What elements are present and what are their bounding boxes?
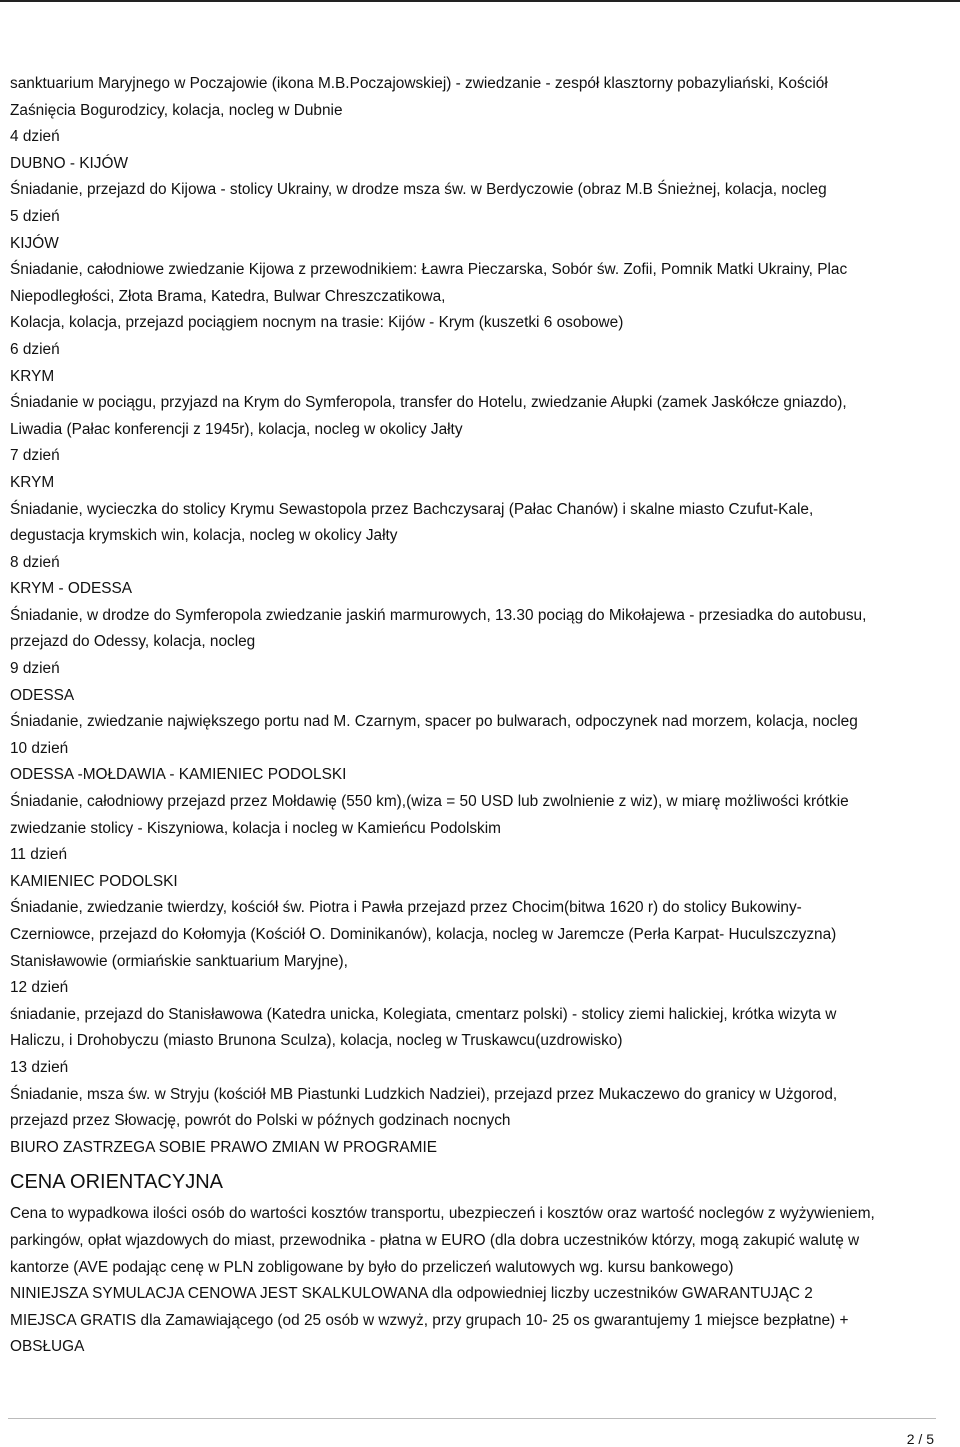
itinerary-line: 11 dzień	[10, 846, 68, 864]
itinerary-line: Stanisławowie (ormiańskie sanktuarium Maryjne),	[10, 952, 348, 970]
price-text-line: kantorze (AVE podając cenę w PLN zobligowane by było do przeliczeń walutowych wg. kursu bankowego)	[10, 1258, 734, 1276]
itinerary-line: Śniadanie, zwiedzanie największego portu nad M. Czarnym, spacer po bulwarach, odpoczynek nad morzem, kolacja, nocleg	[10, 713, 858, 731]
itinerary-line: 4 dzień	[10, 128, 60, 146]
price-text-line: MIEJSCA GRATIS dla Zamawiającego (od 25 osób w wzwyż, przy grupach 10- 25 os gwarantujemy 1 miejsce bezpłatne) +	[10, 1311, 849, 1329]
price-text-line: parkingów, opłat wjazdowych do miast, przewodnika - płatna w EURO (dla dobra uczestników którzy, mogą zakupić walutę w	[10, 1231, 860, 1249]
document-body	[10, 71, 950, 1361]
price-text-line: OBSŁUGA	[10, 1338, 85, 1356]
itinerary-line: sanktuarium Maryjnego w Poczajowie (ikona M.B.Poczajowskiej) - zwiedzanie - zespół klasztorny pobazyliański, Kościół	[10, 75, 828, 92]
itinerary-line: BIURO ZASTRZEGA SOBIE PRAWO ZMIAN W PROGRAMIE	[10, 1138, 437, 1156]
page-top-border	[0, 0, 960, 2]
itinerary-line: KAMIENIEC PODOLSKI	[10, 872, 178, 890]
itinerary-line: KRYM	[10, 367, 55, 385]
itinerary-line: przejazd przez Słowację, powrót do Polski w późnych godzinach nocnych	[10, 1112, 511, 1130]
itinerary-line: 9 dzień	[10, 660, 60, 678]
itinerary-line: Czerniowce, przejazd do Kołomyja (Kościół O. Dominikanów), kolacja, nocleg w Jaremcze (Perła Karpat- Huculszczyzna)	[10, 926, 837, 943]
itinerary-line: Śniadanie, przejazd do Kijowa - stolicy Ukrainy, w drodze msza św. w Berdyczowie (obraz M.B Śnieżnej, kolacja, nocleg	[10, 181, 827, 199]
itinerary-line: 10 dzień	[10, 739, 69, 757]
itinerary-line: Kolacja, kolacja, przejazd pociągiem nocnym na trasie: Kijów - Krym (kuszetki 6 osobowe)	[10, 314, 624, 332]
itinerary-line: KRYM - ODESSA	[10, 580, 133, 598]
itinerary-line: Śniadanie, zwiedzanie twierdzy, kościół św. Piotra i Pawła przejazd przez Chocim(bitwa 1620 r) do stolicy Bukowiny-	[10, 899, 802, 917]
itinerary-line: Liwadia (Pałac konferencji z 1945r), kolacja, nocleg w okolicy Jałty	[10, 420, 463, 438]
itinerary-line: degustacja krymskich win, kolacja, nocleg w okolicy Jałty	[10, 527, 398, 545]
itinerary-line: Śniadanie, w drodze do Symferopola zwiedzanie jaskiń marmurowych, 13.30 pociąg do Mikołajewa - przesiadka do autobusu,	[10, 606, 867, 624]
itinerary-line: zwiedzanie stolicy - Kiszyniowa, kolacja i nocleg w Kamieńcu Podolskim	[10, 819, 501, 837]
itinerary-line: ODESSA	[10, 686, 75, 704]
itinerary-line: KRYM	[10, 473, 55, 491]
itinerary-section	[10, 71, 950, 1161]
itinerary-line: 12 dzień	[10, 979, 69, 997]
price-text-line: NINIEJSZA SYMULACJA CENOWA JEST SKALKULOWANA dla odpowiedniej liczby uczestników GWARANTUJĄC 2	[10, 1285, 813, 1303]
itinerary-line: Śniadanie, msza św. w Stryju (kościół MB Piastunki Ludzkich Nadziei), przejazd przez Mukaczewo do granicy w Użgorod,	[10, 1085, 838, 1103]
itinerary-line: przejazd do Odessy, kolacja, nocleg	[10, 633, 256, 651]
itinerary-line: 5 dzień	[10, 207, 60, 225]
price-text-line: Cena to wypadkowa ilości osób do wartości kosztów transportu, ubezpieczeń i kosztów oraz wartość noclegów z wyżywieniem,	[10, 1205, 875, 1223]
itinerary-line: Śniadanie, całodniowe zwiedzanie Kijowa z przewodnikiem: Ławra Pieczarska, Sobór św. Zofii, Pomnik Matki Ukrainy, Plac	[10, 261, 848, 279]
itinerary-line: 8 dzień	[10, 553, 60, 571]
itinerary-line: Haliczu, i Drohobyczu (miasto Brunona Sculza), kolacja, nocleg w Truskawcu(uzdrowisko)	[10, 1032, 623, 1050]
itinerary-line: DUBNO - KIJÓW	[10, 154, 128, 172]
price-section	[10, 1201, 950, 1361]
itinerary-line: KIJÓW	[10, 234, 59, 252]
footer-divider	[8, 1418, 936, 1419]
itinerary-line: Zaśnięcia Bogurodzicy, kolacja, nocleg w Dubnie	[10, 101, 343, 119]
itinerary-line: Niepodległości, Złota Brama, Katedra, Bulwar Chreszczatikowa,	[10, 287, 446, 305]
price-heading: CENA ORIENTACYJNA	[10, 1171, 223, 1194]
itinerary-line: 7 dzień	[10, 447, 60, 465]
itinerary-line: Śniadanie w pociągu, przyjazd na Krym do Symferopola, transfer do Hotelu, zwiedzanie Ałupki (zamek Jaskółcze gniazdo),	[10, 394, 847, 412]
itinerary-line: Śniadanie, całodniowy przejazd przez Mołdawię (550 km),(wiza = 50 USD lub zwolnienie z wiz), w miarę możliwości krótkie	[10, 793, 849, 811]
page-number: 2 / 5	[906, 1431, 934, 1447]
itinerary-line: Śniadanie, wycieczka do stolicy Krymu Sewastopola przez Bachczysaraj (Pałac Chanów) i skalne miasto Czufut-Kale,	[10, 500, 814, 518]
itinerary-line: 6 dzień	[10, 340, 60, 358]
itinerary-line: ODESSA -MOŁDAWIA - KAMIENIEC PODOLSKI	[10, 766, 347, 784]
itinerary-line: 13 dzień	[10, 1058, 69, 1076]
itinerary-line: śniadanie, przejazd do Stanisławowa (Katedra unicka, Kolegiata, cmentarz polski) - stolicy ziemi halickiej, krótka wizyta w	[10, 1005, 837, 1023]
